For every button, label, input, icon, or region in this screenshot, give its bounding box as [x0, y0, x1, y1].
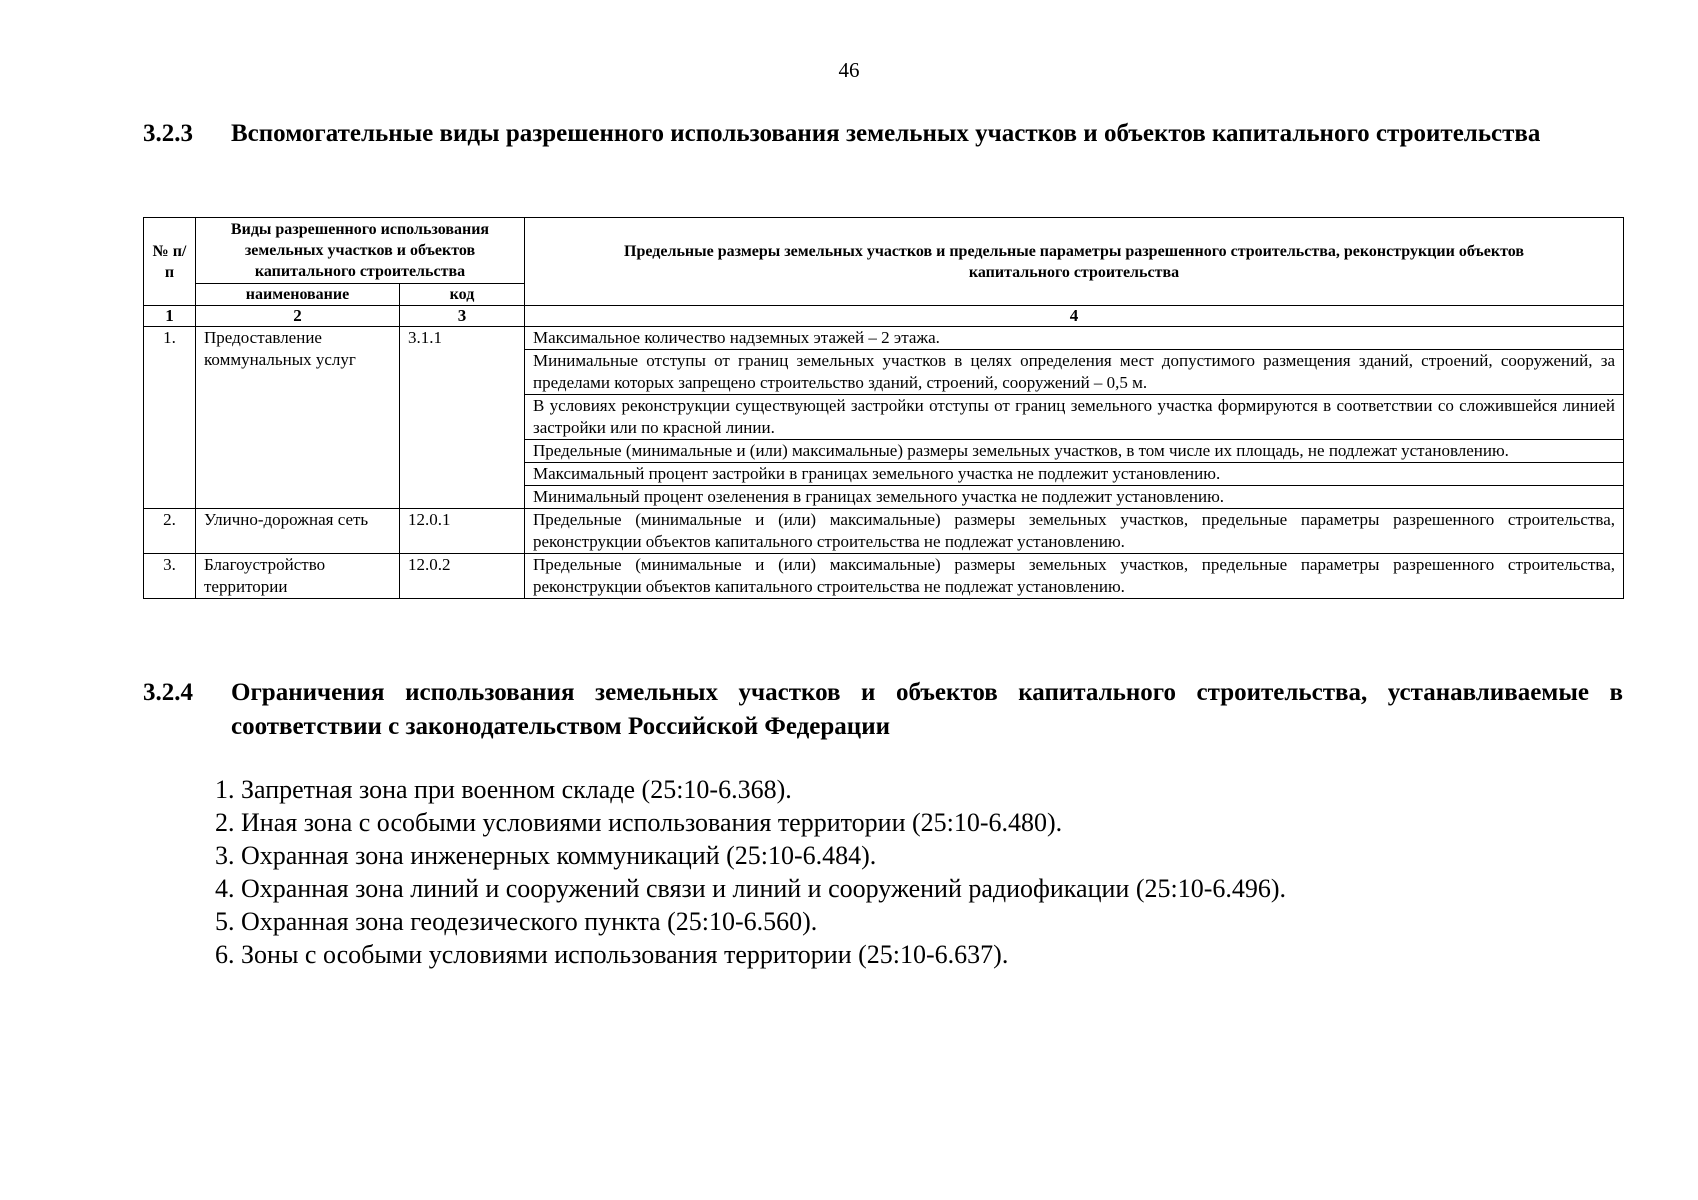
column-index: 4 — [525, 306, 1624, 327]
use-code: 12.0.1 — [400, 509, 525, 554]
list-item: 3. Охранная зона инженерных коммуникаций (25:10-6.484). — [215, 841, 877, 870]
parameter-text: Предельные (минимальные и (или) максимальные) размеры земельных участков, предельные параметры разрешенного строительства, реконструкции объектов капитального строительства не подлежат установлению. — [525, 509, 1624, 554]
header-code: код — [400, 284, 525, 306]
permitted-use-table — [143, 217, 1624, 599]
column-index: 3 — [400, 306, 525, 327]
section-title: Вспомогательные виды разрешенного использования земельных участков и объектов капитального строительства — [231, 120, 1541, 147]
table-row — [144, 509, 1624, 554]
section-heading-324 — [143, 676, 1623, 744]
list-item: 4. Охранная зона линий и сооружений связи и линий и сооружений радиофикации (25:10-6.496). — [215, 874, 1287, 903]
row-number: 3. — [144, 554, 196, 599]
column-index: 2 — [196, 306, 400, 327]
row-number: 2. — [144, 509, 196, 554]
list-item: 6. Зоны с особыми условиями использования территории (25:10-6.637). — [215, 940, 1009, 969]
header-types: Виды разрешенного использования земельных участков и объектов капитального строительства — [196, 218, 525, 284]
section-number: 3.2.3 — [143, 120, 193, 147]
header-name: наименование — [196, 284, 400, 306]
parameter-text: Минимальный процент озеленения в границах земельного участка не подлежит установлению. — [525, 486, 1624, 509]
header-no: № п/п — [144, 218, 196, 306]
list-item: 2. Иная зона с особыми условиями использования территории (25:10-6.480). — [215, 808, 1063, 837]
row-number: 1. — [144, 327, 196, 509]
parameter-text: В условиях реконструкции существующей застройки отступы от границ земельного участка формируются в соответствии со сложившейся линией застройки или по красной линии. — [525, 395, 1624, 440]
use-name: Предоставление коммунальных услуг — [196, 327, 400, 509]
section-title: Ограничения использования земельных участков и объектов капитального строительства, устанавливаемые в соответствии с законодательством Российской Федерации — [231, 679, 1623, 740]
section-number: 3.2.4 — [143, 679, 193, 706]
use-code: 3.1.1 — [400, 327, 525, 509]
page-number: 46 — [838, 58, 860, 82]
use-name: Благоустройство территории — [196, 554, 400, 599]
section-heading-323 — [143, 117, 1623, 151]
list-item: 5. Охранная зона геодезического пункта (25:10-6.560). — [215, 907, 818, 936]
use-code: 12.0.2 — [400, 554, 525, 599]
parameter-text: Максимальный процент застройки в границах земельного участка не подлежит установлению. — [525, 463, 1624, 486]
parameter-text: Предельные (минимальные и (или) максимальные) размеры земельных участков, в том числе их площадь, не подлежат установлению. — [525, 440, 1624, 463]
restrictions-list — [215, 773, 1286, 971]
parameter-text: Минимальные отступы от границ земельных участков в целях определения мест допустимого размещения зданий, строений, сооружений, за пределами которых запрещено строительство зданий, строений, сооружений – 0,5 м. — [525, 350, 1624, 395]
list-item: 1. Запретная зона при военном складе (25:10-6.368). — [215, 775, 792, 804]
table-row — [144, 327, 1624, 350]
parameter-text: Максимальное количество надземных этажей – 2 этажа. — [525, 327, 1624, 350]
parameter-text: Предельные (минимальные и (или) максимальные) размеры земельных участков, предельные параметры разрешенного строительства, реконструкции объектов капитального строительства не подлежат установлению. — [525, 554, 1624, 599]
use-name: Улично-дорожная сеть — [196, 509, 400, 554]
header-params: Предельные размеры земельных участков и предельные параметры разрешенного строительства, реконструкции объектов капитального строительства — [525, 218, 1624, 306]
table-row — [144, 554, 1624, 599]
column-index: 1 — [144, 306, 196, 327]
